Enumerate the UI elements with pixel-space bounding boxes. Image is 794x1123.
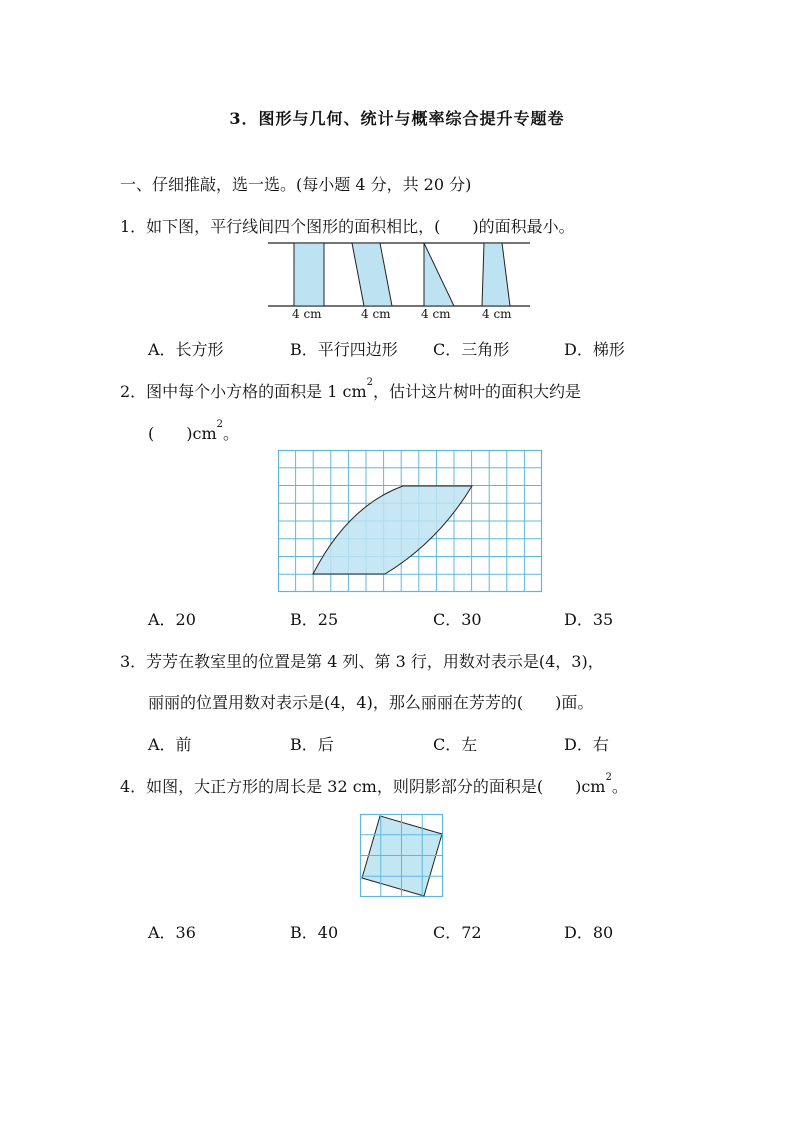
q4-text-part1: 4．如图，大正方形的周长是 32 cm，则阴影部分的面积是( )cm	[120, 777, 606, 796]
parallelogram-shape	[352, 243, 392, 306]
q4-text-part2: 。	[611, 777, 628, 796]
q3-option-b[interactable]: B．后	[290, 735, 334, 754]
q1-option-a[interactable]: A．长方形	[148, 340, 224, 359]
square-grid-figure	[360, 814, 444, 898]
label-parallelogram-base: 4 cm	[361, 307, 391, 321]
q2-sup: 2	[366, 377, 374, 388]
q4-option-b[interactable]: B．40	[290, 923, 339, 942]
q4-option-c[interactable]: C．72	[433, 923, 482, 942]
q2-text-part2: ，估计这片树叶的面积大约是	[373, 382, 582, 401]
q3-option-d[interactable]: D．右	[564, 735, 609, 754]
q1-option-c[interactable]: C．三角形	[433, 340, 510, 359]
q2-option-a[interactable]: A．20	[148, 610, 196, 629]
trapezoid-shape	[482, 243, 510, 306]
q4-sup: 2	[605, 772, 612, 783]
page-title: 3．图形与几何、统计与概率综合提升专题卷	[229, 109, 565, 128]
q4-option-d[interactable]: D．80	[564, 923, 614, 942]
rectangle-shape	[294, 243, 324, 306]
question-3-line-1: 3．芳芳在教室里的位置是第 4 列、第 3 行，用数对表示是(4，3)，	[120, 652, 604, 671]
question-1-text: 1．如下图，平行线间四个图形的面积相比，( )的面积最小。	[120, 217, 575, 236]
question-4-text	[120, 774, 628, 797]
q2-text-part1: 2．图中每个小方格的面积是 1 cm	[120, 382, 367, 401]
q2-option-c[interactable]: C．30	[433, 610, 482, 629]
q1-option-b[interactable]: B．平行四边形	[290, 340, 398, 359]
label-trapezoid-base: 4 cm	[482, 307, 512, 321]
leaf-grid-figure	[278, 450, 542, 592]
leaf-shape	[313, 486, 472, 574]
q2-option-b[interactable]: B．25	[290, 610, 339, 629]
triangle-shape	[424, 243, 454, 306]
q4-option-a[interactable]: A．36	[148, 923, 196, 942]
q2-option-d[interactable]: D．35	[564, 610, 614, 629]
label-triangle-base: 4 cm	[421, 307, 451, 321]
question-2-answer-line	[148, 421, 239, 444]
q2-line2-part1: ( )cm	[148, 424, 217, 443]
q3-option-c[interactable]: C．左	[433, 735, 478, 754]
q2-line2-part2: 。	[223, 424, 240, 443]
q1-option-d[interactable]: D．梯形	[564, 340, 625, 359]
question-2-text	[120, 379, 581, 402]
q3-option-a[interactable]: A．前	[148, 735, 192, 754]
q2-line2-sup: 2	[216, 419, 223, 430]
label-rectangle-base: 4 cm	[292, 307, 322, 321]
section-heading: 一、仔细推敲，选一选。(每小题 4 分，共 20 分)	[120, 175, 472, 194]
question-3-line-2: 丽丽的位置用数对表示是(4，4)，那么丽丽在芳芳的( )面。	[148, 693, 594, 712]
